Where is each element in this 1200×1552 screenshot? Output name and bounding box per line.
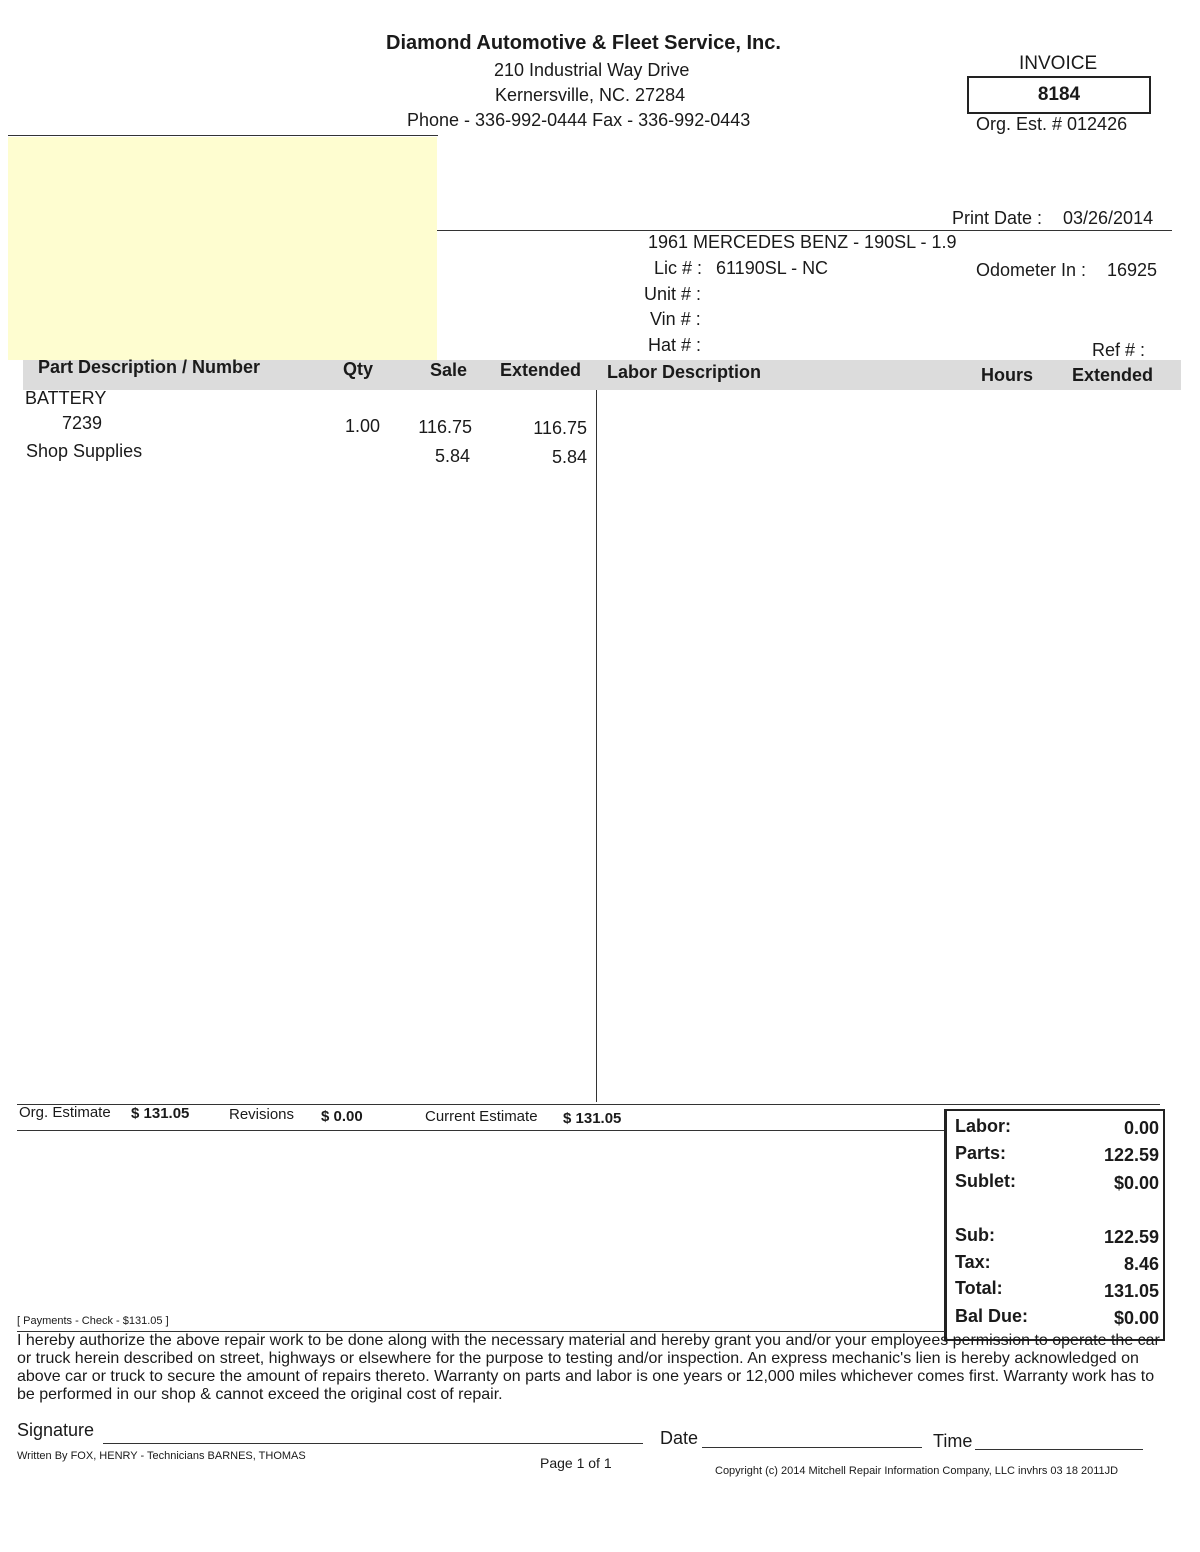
col-sale: Sale bbox=[430, 360, 468, 380]
print-date-value: 03/26/2014 bbox=[1063, 208, 1154, 228]
time-line bbox=[975, 1449, 1143, 1450]
part-description: Shop Supplies bbox=[26, 441, 143, 461]
odometer-label: Odometer In : bbox=[976, 260, 1087, 280]
col-labor-description: Labor Description bbox=[607, 362, 762, 382]
subtotal-label: Sub: bbox=[955, 1225, 995, 1245]
hat-label: Hat # : bbox=[648, 335, 702, 355]
redacted-customer-block bbox=[8, 137, 437, 360]
page-number: Page 1 of 1 bbox=[540, 1455, 612, 1471]
parts-total-label: Parts: bbox=[955, 1143, 1007, 1163]
invoice-label: INVOICE bbox=[1019, 53, 1098, 74]
part-qty: 1.00 bbox=[344, 416, 380, 436]
signature-label: Signature bbox=[17, 1420, 95, 1440]
grand-total-value: 131.05 bbox=[1103, 1281, 1159, 1301]
ref-label: Ref # : bbox=[1092, 340, 1146, 360]
license-label: Lic # : bbox=[654, 258, 703, 278]
header-divider-left bbox=[8, 135, 438, 136]
time-label: Time bbox=[933, 1431, 973, 1451]
labor-total-label: Labor: bbox=[955, 1116, 1011, 1136]
part-extended: 116.75 bbox=[533, 418, 587, 438]
print-date-label: Print Date : bbox=[952, 208, 1043, 228]
date-line bbox=[702, 1447, 922, 1448]
odometer-value: 16925 bbox=[1107, 260, 1158, 280]
part-number: 7239 bbox=[62, 413, 103, 433]
totals-box bbox=[944, 1109, 1165, 1341]
tax-value: 8.46 bbox=[1123, 1254, 1159, 1274]
balance-due-value: $0.00 bbox=[1113, 1308, 1159, 1328]
parts-total-value: 122.59 bbox=[1103, 1145, 1159, 1165]
col-part-description: Part Description / Number bbox=[38, 357, 261, 377]
org-estimate-value: $ 131.05 bbox=[131, 1105, 190, 1122]
org-estimate-label: Org. Estimate bbox=[19, 1104, 111, 1121]
vin-label: Vin # : bbox=[650, 309, 701, 329]
vehicle-divider bbox=[437, 230, 1172, 231]
tax-label: Tax: bbox=[955, 1252, 991, 1272]
current-estimate-label: Current Estimate bbox=[425, 1108, 538, 1125]
revisions-value: $ 0.00 bbox=[321, 1108, 363, 1125]
company-address-line1: 210 Industrial Way Drive bbox=[494, 60, 690, 80]
grand-total-label: Total: bbox=[955, 1278, 1003, 1298]
part-sale: 116.75 bbox=[418, 417, 472, 437]
col-qty: Qty bbox=[343, 359, 374, 379]
payments-note: [ Payments - Check - $131.05 ] bbox=[17, 1315, 169, 1327]
subtotal-value: 122.59 bbox=[1103, 1227, 1159, 1247]
part-description: BATTERY bbox=[25, 388, 107, 408]
col-hours: Hours bbox=[981, 365, 1034, 385]
col-extended: Extended bbox=[500, 360, 582, 380]
sublet-total-label: Sublet: bbox=[955, 1171, 1016, 1191]
date-label: Date bbox=[660, 1428, 699, 1448]
revisions-label: Revisions bbox=[229, 1106, 295, 1123]
part-extended: 5.84 bbox=[551, 447, 587, 467]
signature-line bbox=[103, 1443, 643, 1444]
company-address-line2: Kernersville, NC. 27284 bbox=[495, 85, 686, 105]
part-sale: 5.84 bbox=[434, 446, 470, 466]
vehicle-description: 1961 MERCEDES BENZ - 190SL - 1.9 bbox=[648, 232, 957, 252]
copyright: Copyright (c) 2014 Mitchell Repair Information Company, LLC invhrs 03 18 2011JD bbox=[715, 1465, 1119, 1477]
authorization-terms: I hereby authorize the above repair work to be done along with the necessary material and hereby grant you and/or your employees permission to operate the car or truck herein described on street, highways or elsewhere for the purpose to testing and/or inspection. An express mechanic's lien is hereby acknowledged on above car or truck to secure the amount of repairs thereto. Warranty on parts and labor is one years or 12,000 miles whichever comes first. Warranty work has to be performed in our shop & cannot exceed the original cost of repair. bbox=[17, 1332, 1160, 1403]
invoice-number: 8184 bbox=[967, 76, 1151, 114]
company-phone-fax: Phone - 336-992-0444 Fax - 336-992-0443 bbox=[407, 110, 751, 130]
written-by: Written By FOX, HENRY - Technicians BARNES, THOMAS bbox=[17, 1450, 306, 1462]
unit-label: Unit # : bbox=[644, 284, 702, 304]
current-estimate-value: $ 131.05 bbox=[563, 1110, 622, 1127]
company-name: Diamond Automotive & Fleet Service, Inc. bbox=[386, 32, 781, 54]
labor-total-value: 0.00 bbox=[1123, 1118, 1159, 1138]
sublet-total-value: $0.00 bbox=[1113, 1173, 1159, 1193]
estimate-bottom-line bbox=[17, 1130, 945, 1131]
balance-due-label: Bal Due: bbox=[955, 1306, 1029, 1326]
license-value: 61190SL - NC bbox=[716, 258, 829, 278]
parts-labor-divider bbox=[596, 390, 597, 1102]
col-labor-extended: Extended bbox=[1072, 365, 1154, 385]
original-estimate-number: Org. Est. # 012426 bbox=[976, 114, 1128, 134]
